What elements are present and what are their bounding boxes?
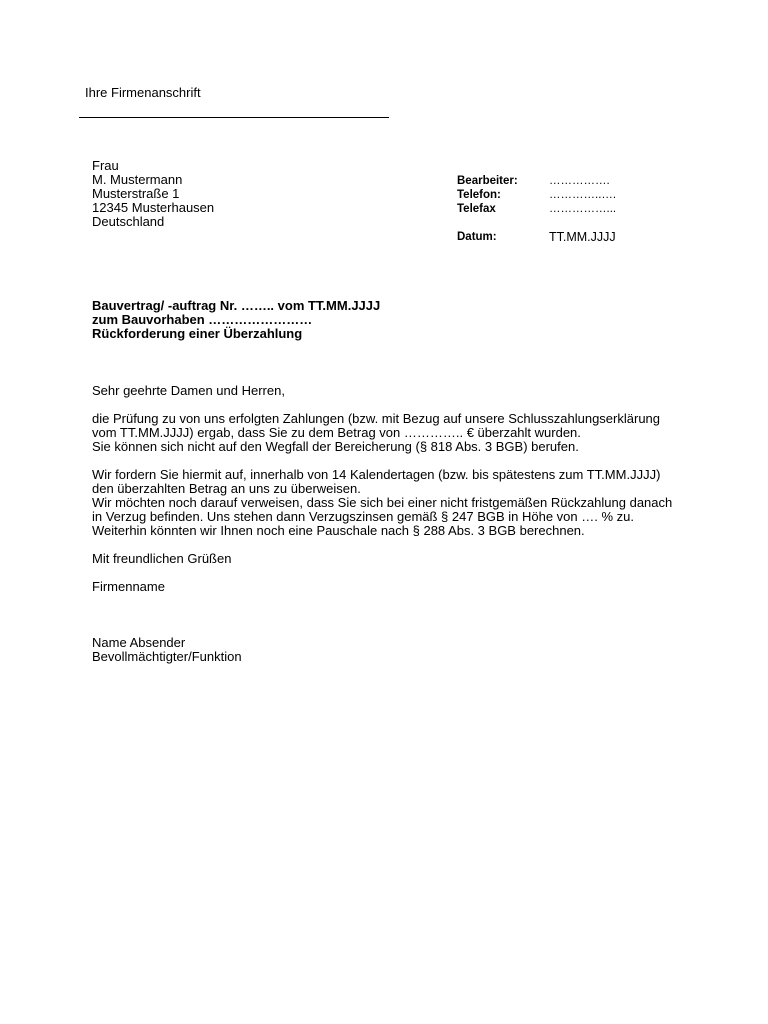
- telefon-value: …………..….: [549, 189, 617, 201]
- address-divider: [79, 117, 389, 118]
- closing: Mit freundlichen Grüßen: [92, 551, 232, 566]
- body-line: Wir fordern Sie hiermit auf, innerhalb von 14 Kalendertagen (bzw. bis spätestens zum TT.MM.JJJJ): [92, 467, 661, 482]
- body-line: Wir möchten noch darauf verweisen, dass Sie sich bei einer nicht fristgemäßen Rückzahlung danach: [92, 495, 673, 510]
- recipient-line: Musterstraße 1: [92, 186, 180, 201]
- sender-address: Ihre Firmenanschrift: [85, 85, 201, 100]
- recipient-address: [92, 159, 214, 229]
- bearbeiter-label: Bearbeiter:: [457, 175, 518, 187]
- subject-line: zum Bauvorhaben ……………………: [92, 312, 313, 327]
- body-line: Weiterhin könnten wir Ihnen noch eine Pauschale nach § 288 Abs. 3 BGB berechnen.: [92, 523, 585, 538]
- body-line: vom TT.MM.JJJJ) ergab, dass Sie zu dem Betrag von ………….. € überzahlt wurden.: [92, 425, 581, 440]
- body-line: die Prüfung zu von uns erfolgten Zahlungen (bzw. mit Bezug auf unsere Schlusszahlungserklärung: [92, 411, 661, 426]
- recipient-line: 12345 Musterhausen: [92, 200, 215, 215]
- telefax-label: Telefax: [457, 203, 496, 215]
- info-row-telefax: [457, 202, 657, 216]
- recipient-line: Deutschland: [92, 214, 165, 229]
- bearbeiter-value: …………….: [549, 175, 610, 187]
- paragraph-demand: [92, 468, 672, 538]
- signature-block: [92, 636, 242, 664]
- recipient-line: M. Mustermann: [92, 172, 183, 187]
- subject-line: Bauvertrag/ -auftrag Nr. …….. vom TT.MM.JJJJ: [92, 298, 381, 313]
- datum-label: Datum:: [457, 231, 497, 243]
- body-line: den überzahlten Betrag an uns zu überweisen.: [92, 481, 361, 496]
- info-row-datum: [457, 230, 657, 244]
- telefon-label: Telefon:: [457, 189, 501, 201]
- info-block: [457, 174, 657, 244]
- info-row-bearbeiter: [457, 174, 657, 188]
- body-line: in Verzug befinden. Uns stehen dann Verzugszinsen gemäß § 247 BGB in Höhe von …. % zu.: [92, 509, 634, 524]
- telefax-value: ……………...: [549, 203, 617, 215]
- signature-function: Bevollmächtigter/Funktion: [92, 649, 242, 664]
- signature-name: Name Absender: [92, 635, 186, 650]
- subject-line: Rückforderung einer Überzahlung: [92, 326, 303, 341]
- subject-block: [92, 299, 380, 341]
- paragraph-overpayment: [92, 412, 660, 454]
- salutation: Sehr geehrte Damen und Herren,: [92, 383, 285, 398]
- recipient-line: Frau: [92, 158, 119, 173]
- company-name: Firmenname: [92, 579, 165, 594]
- body-line: Sie können sich nicht auf den Wegfall der Bereicherung (§ 818 Abs. 3 BGB) berufen.: [92, 439, 579, 454]
- datum-value: TT.MM.JJJJ: [549, 230, 616, 244]
- info-row-telefon: [457, 188, 657, 202]
